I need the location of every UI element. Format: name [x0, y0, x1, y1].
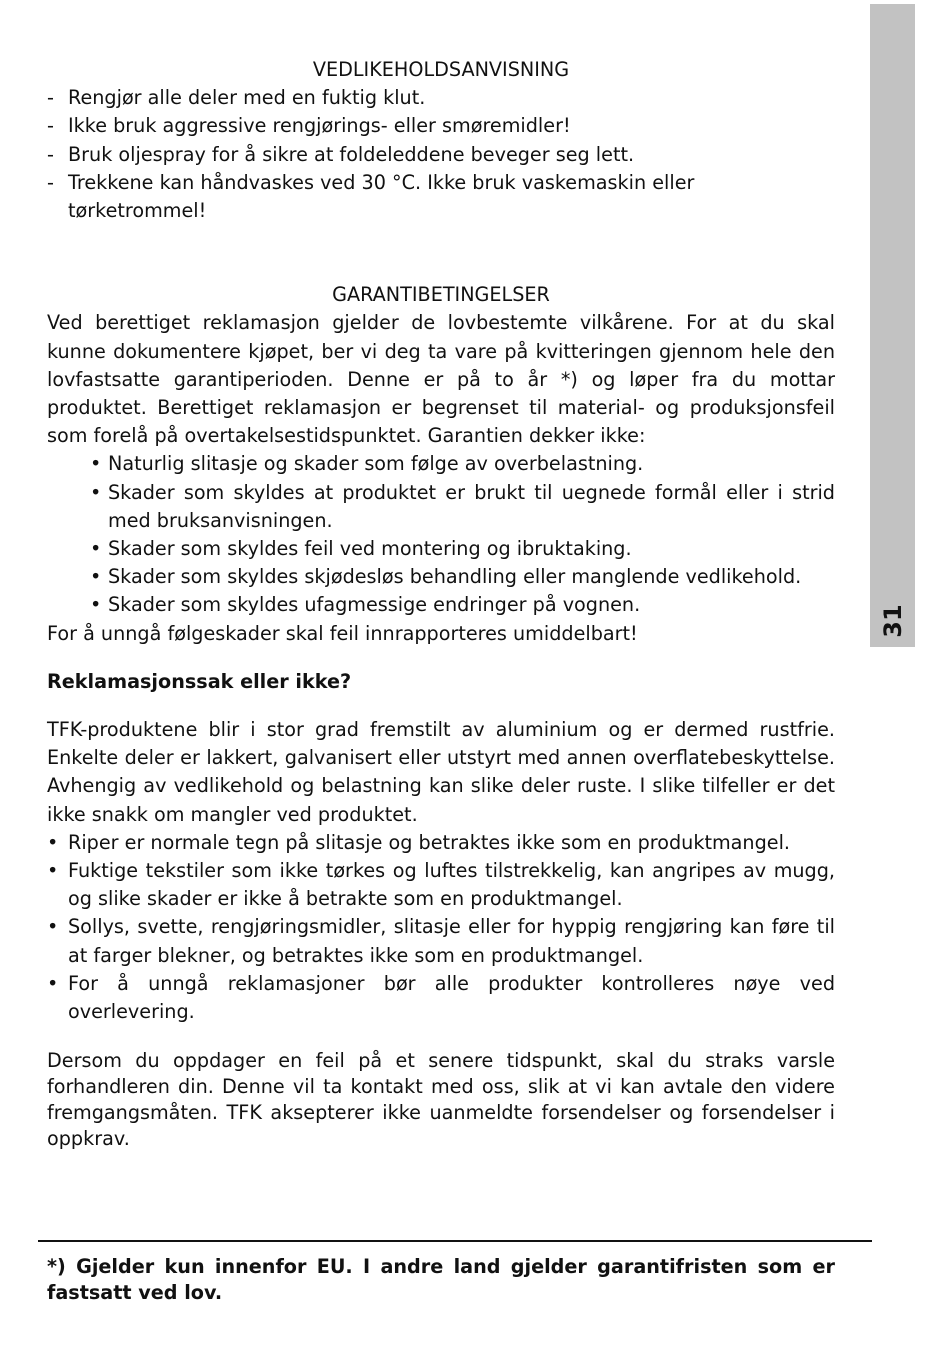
maintenance-list — [47, 84, 835, 225]
exclusion-item: • Naturlig slitasje og skader som følge av overbelastning. — [90, 450, 835, 478]
spacer — [47, 696, 835, 716]
page-content — [47, 56, 835, 1151]
page-number: 31 — [879, 604, 907, 638]
exclusion-item: • Skader som skyldes skjødesløs behandling eller manglende vedlikehold. — [90, 563, 835, 591]
spacer — [47, 225, 835, 281]
footnote-divider — [38, 1240, 872, 1242]
exclusion-item: • Skader som skyldes at produktet er brukt til uegnede formål eller i strid med bruksanvisningen. — [90, 479, 835, 535]
spacer — [47, 1026, 835, 1048]
warranty-exclusions-list — [47, 450, 835, 619]
warranty-closing: For å unngå følgeskader skal feil innrapporteres umiddelbart! — [47, 621, 638, 645]
maintenance-item: - Trekkene kan håndvaskes ved 30 °C. Ikke bruk vaskemaskin eller tørketrommel! — [47, 169, 835, 225]
exclusion-item: • Skader som skyldes feil ved montering og ibruktaking. — [90, 535, 835, 563]
maintenance-heading: VEDLIKEHOLDSANVISNING — [312, 58, 570, 81]
footnote: *) Gjelder kun innenfor EU. I andre land gjelder garantifristen som er fastsatt ved lov. — [47, 1255, 835, 1304]
claim-item: • Fuktige tekstiler som ikke tørkes og luftes tilstrekkelig, kan angripes av mugg, og slike skader er ikke å betrakte som en produktmangel. — [47, 857, 835, 913]
warranty-heading: GARANTIBETINGELSER — [332, 283, 550, 307]
maintenance-item: - Bruk oljespray for å sikre at foldeleddene beveger seg lett. — [47, 141, 835, 169]
claim-intro: TFK-produktene blir i stor grad fremstilt av aluminium og er dermed rustfrie. Enkelte deler er lakkert, galvanisert eller utstyrt med annen overflatebeskyttelse. Avhengig av vedlikehold og belastning kan slike deler ruste. I slike tilfeller er det ikke snakk om mangler ved produktet. — [47, 718, 835, 826]
maintenance-item: - Rengjør alle deler med en fuktig klut. — [47, 84, 835, 112]
claim-item: • Sollys, svette, rengjøringsmidler, slitasje eller for hyppig rengjøring kan føre til at farger blekner, og betraktes ikke som en produktmangel. — [47, 913, 835, 969]
spacer — [47, 648, 835, 668]
claim-list — [47, 829, 835, 1026]
claim-heading: Reklamasjonssak eller ikke? — [47, 669, 352, 693]
claim-item: • Riper er normale tegn på slitasje og betraktes ikke som en produktmangel. — [47, 829, 835, 857]
claim-closing: Dersom du oppdager en feil på et senere tidspunkt, skal du straks varsle forhandleren din. Denne vil ta kontakt med oss, slik at vi kan avtale den videre fremgangsmåten. TFK aksepterer ikke uanmeldte forsendelser og forsendelser i oppkrav. — [47, 1049, 835, 1150]
exclusion-item: • Skader som skyldes ufagmessige endringer på vognen. — [90, 591, 835, 619]
maintenance-item: - Ikke bruk aggressive rengjørings- eller smøremidler! — [47, 112, 835, 140]
claim-item: • For å unngå reklamasjoner bør alle produkter kontrolleres nøye ved overlevering. — [47, 970, 835, 1026]
warranty-intro: Ved berettiget reklamasjon gjelder de lovbestemte vilkårene. For at du skal kunne dokumentere kjøpet, ber vi deg ta vare på kvitteringen gjennom hele den lovfastsatte garantiperioden. Denne er på to år *) og løper fra du mottar produktet. Berettiget reklamasjon er begrenset til material- og produksjonsfeil som forelå på overtakelsestidspunktet. Garantien dekker ikke: — [47, 311, 835, 448]
page-tab — [870, 4, 915, 647]
